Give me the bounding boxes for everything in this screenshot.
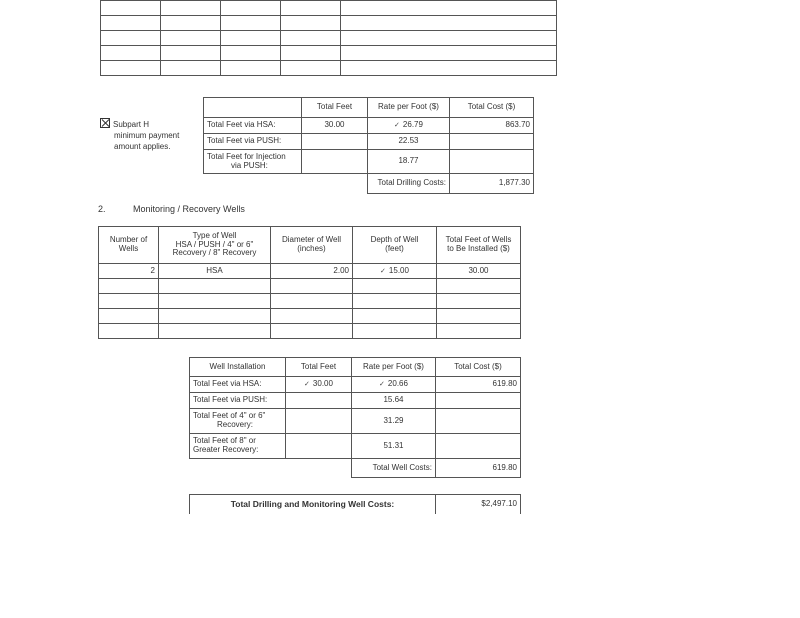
feet-value: ✓ 30.00 xyxy=(286,377,352,393)
table-row xyxy=(99,324,521,339)
feet-value xyxy=(286,393,352,409)
rate-value: ✓ 20.66 xyxy=(352,377,436,393)
feet-value xyxy=(302,134,368,150)
table-row xyxy=(204,134,534,150)
total-well-label: Total Well Costs: xyxy=(352,459,436,478)
table-row xyxy=(101,1,557,16)
header-total-feet: Total Feet xyxy=(286,358,352,377)
cost-value xyxy=(450,150,534,174)
checkmark-icon: ✓ xyxy=(379,381,385,389)
feet-value xyxy=(286,434,352,459)
table-row xyxy=(99,279,521,294)
rate-value: 22.53 xyxy=(368,134,450,150)
total-feet-value: 30.00 xyxy=(437,264,521,279)
table-row xyxy=(101,16,557,31)
checkmark-icon: ✓ xyxy=(380,267,386,275)
subpart-line2: minimum payment xyxy=(114,131,180,140)
number-of-wells-value: 2 xyxy=(99,264,159,279)
table-row xyxy=(190,409,521,434)
table-row xyxy=(101,61,557,76)
table-row xyxy=(204,150,534,174)
row-label: Total Feet via HSA: xyxy=(204,118,302,134)
feet-value xyxy=(302,150,368,174)
header-total-feet-wells: Total Feet of Wells to Be Installed ($) xyxy=(437,227,521,264)
rate-value: 15.64 xyxy=(352,393,436,409)
feet-value xyxy=(286,409,352,434)
total-well-value: 619.80 xyxy=(436,459,521,478)
diameter-value: 2.00 xyxy=(271,264,353,279)
row-label: Total Feet for Injection via PUSH: xyxy=(204,150,302,174)
row-label: Total Feet of 4" or 6" Recovery: xyxy=(190,409,286,434)
table-row xyxy=(101,46,557,61)
table-row xyxy=(99,309,521,324)
grand-total-table xyxy=(189,494,521,514)
table-header-row xyxy=(204,98,534,118)
cost-value: 619.80 xyxy=(436,377,521,393)
row-label: Total Feet via PUSH: xyxy=(190,393,286,409)
header-rate-per-foot: Rate per Foot ($) xyxy=(368,98,450,118)
cost-value xyxy=(450,134,534,150)
rate-value: 18.77 xyxy=(368,150,450,174)
table-row xyxy=(190,434,521,459)
rate-value: ✓ 26.79 xyxy=(368,118,450,134)
table-row xyxy=(99,294,521,309)
header-number-of-wells: Number of Wells xyxy=(99,227,159,264)
table-header-row xyxy=(190,358,521,377)
subpart-h-checkbox[interactable] xyxy=(100,120,113,129)
cost-value xyxy=(436,409,521,434)
table-header-row xyxy=(99,227,521,264)
grand-total-label: Total Drilling and Monitoring Well Costs: xyxy=(190,495,436,514)
checkmark-icon: ✓ xyxy=(304,381,310,389)
type-of-well-value: HSA xyxy=(159,264,271,279)
table-row xyxy=(190,377,521,393)
header-total-cost: Total Cost ($) xyxy=(436,358,521,377)
header-total-feet: Total Feet xyxy=(302,98,368,118)
rate-value: 31.29 xyxy=(352,409,436,434)
total-drilling-value: 1,877.30 xyxy=(450,174,534,194)
header-diameter: Diameter of Well (inches) xyxy=(271,227,353,264)
total-row xyxy=(190,495,521,514)
section-number: 2. xyxy=(98,204,106,214)
table-row xyxy=(204,118,534,134)
total-row xyxy=(190,459,521,478)
table-row xyxy=(99,264,521,279)
drilling-cost-table xyxy=(203,97,534,194)
header-type-of-well: Type of Well HSA / PUSH / 4" or 6" Recovery / 8" Recovery xyxy=(159,227,271,264)
table-row xyxy=(190,393,521,409)
grand-total-value: $2,497.10 xyxy=(436,495,521,514)
feet-value: 30.00 xyxy=(302,118,368,134)
row-label: Total Feet via HSA: xyxy=(190,377,286,393)
well-installation-table xyxy=(189,357,521,478)
subpart-line1: Subpart H xyxy=(113,120,150,129)
header-well-installation: Well Installation xyxy=(190,358,286,377)
total-drilling-label: Total Drilling Costs: xyxy=(368,174,450,194)
header-rate-per-foot: Rate per Foot ($) xyxy=(352,358,436,377)
header-depth: Depth of Well (feet) xyxy=(353,227,437,264)
cost-value xyxy=(436,393,521,409)
row-label: Total Feet via PUSH: xyxy=(204,134,302,150)
depth-value: ✓ 15.00 xyxy=(353,264,437,279)
row-label: Total Feet of 8" or Greater Recovery: xyxy=(190,434,286,459)
checkmark-icon: ✓ xyxy=(394,122,400,130)
cost-value: 863.70 xyxy=(450,118,534,134)
cost-value xyxy=(436,434,521,459)
header-total-cost: Total Cost ($) xyxy=(450,98,534,118)
monitoring-wells-table xyxy=(98,226,521,339)
top-partial-table xyxy=(100,0,557,76)
total-row xyxy=(204,174,534,194)
subpart-line3: amount applies. xyxy=(114,142,171,151)
rate-value: 51.31 xyxy=(352,434,436,459)
section-title: Monitoring / Recovery Wells xyxy=(133,204,245,214)
table-row xyxy=(101,31,557,46)
subpart-h-note xyxy=(100,118,200,152)
